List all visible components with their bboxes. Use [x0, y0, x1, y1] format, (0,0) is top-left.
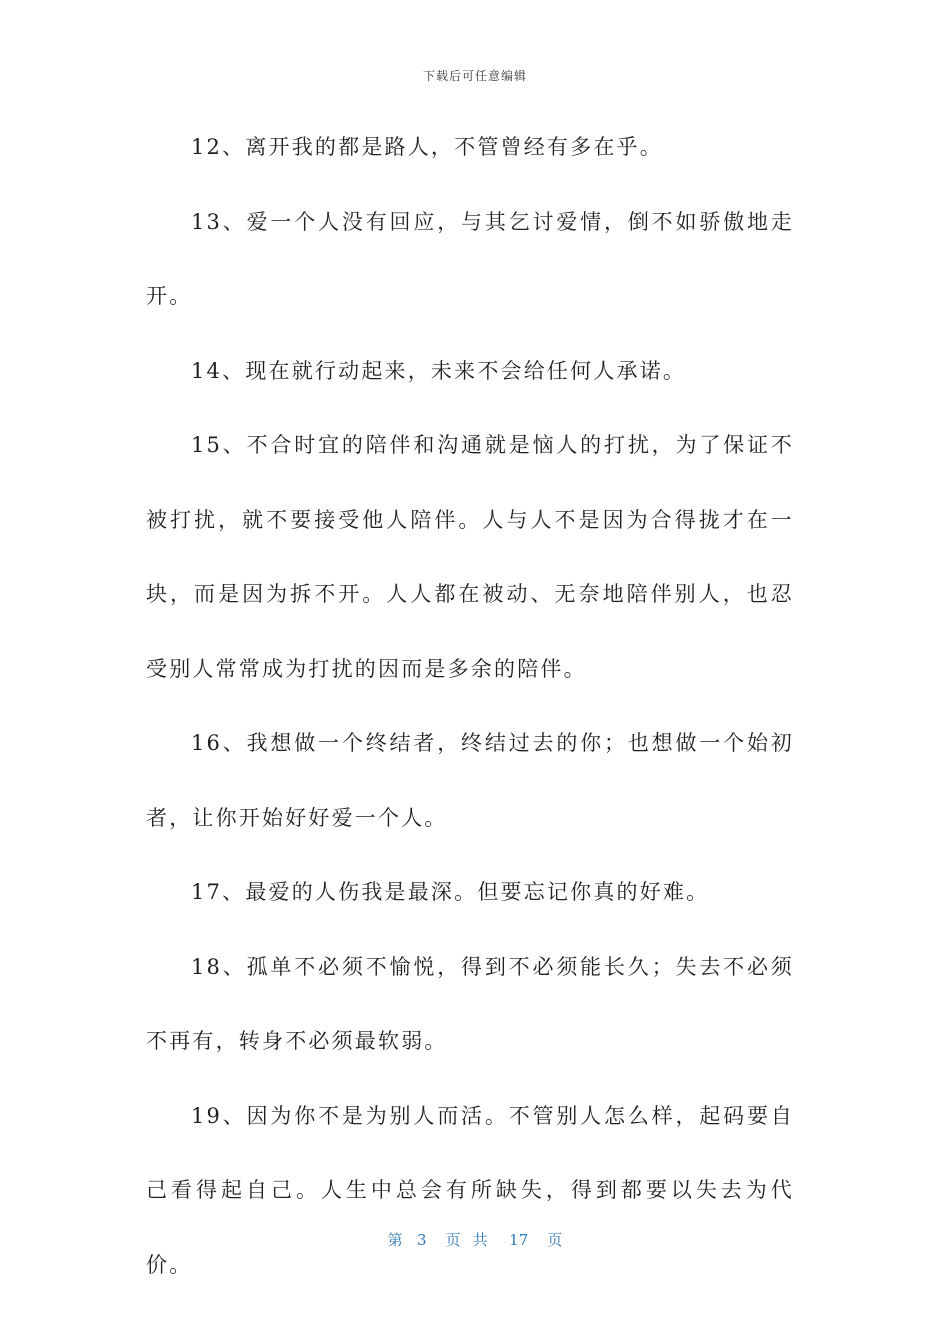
header-note: 下载后可任意编辑	[422, 69, 527, 83]
page-footer	[0, 1229, 950, 1250]
paragraph-14: 14、现在就行动起来，未来不会给任何人承诺。	[191, 358, 687, 383]
paragraph-15: 15、不合时宜的陪伴和沟通就是恼人的打扰，为了保证不被打扰，就不要接受他人陪伴。人与人不是因为合得拢才在一块，而是因为拆不开。人人都在被动、无奈地陪伴别人，也忍受别人常常成为打扰的因而是多余的陪伴。	[146, 433, 794, 681]
document-body	[146, 110, 794, 1302]
current-page-number: 3	[416, 1231, 427, 1249]
paragraph-16: 16、我想做一个终结者，终结过去的你；也想做一个始初者，让你开始好好爱一个人。	[146, 731, 794, 830]
footer-prefix: 第	[387, 1231, 403, 1249]
paragraph-17: 17、最爱的人伤我是最深。但要忘记你真的好难。	[191, 880, 710, 904]
footer-suffix: 页	[547, 1231, 563, 1249]
paragraph-12: 12、离开我的都是路人，不管曾经有多在乎。	[191, 135, 663, 159]
paragraph-19: 19、因为你不是为别人而活。不管别人怎么样，起码要自己看得起自己。人生中总会有所缺失，得到都要以失去为代价。	[146, 1103, 794, 1277]
footer-middle: 页共	[445, 1231, 500, 1249]
paragraph-18: 18、孤单不必须不愉悦，得到不必须能长久；失去不必须不再有，转身不必须最软弱。	[146, 954, 794, 1053]
total-page-count: 17	[509, 1231, 529, 1249]
paragraph-13: 13、爱一个人没有回应，与其乞讨爱情，倒不如骄傲地走开。	[146, 209, 794, 308]
